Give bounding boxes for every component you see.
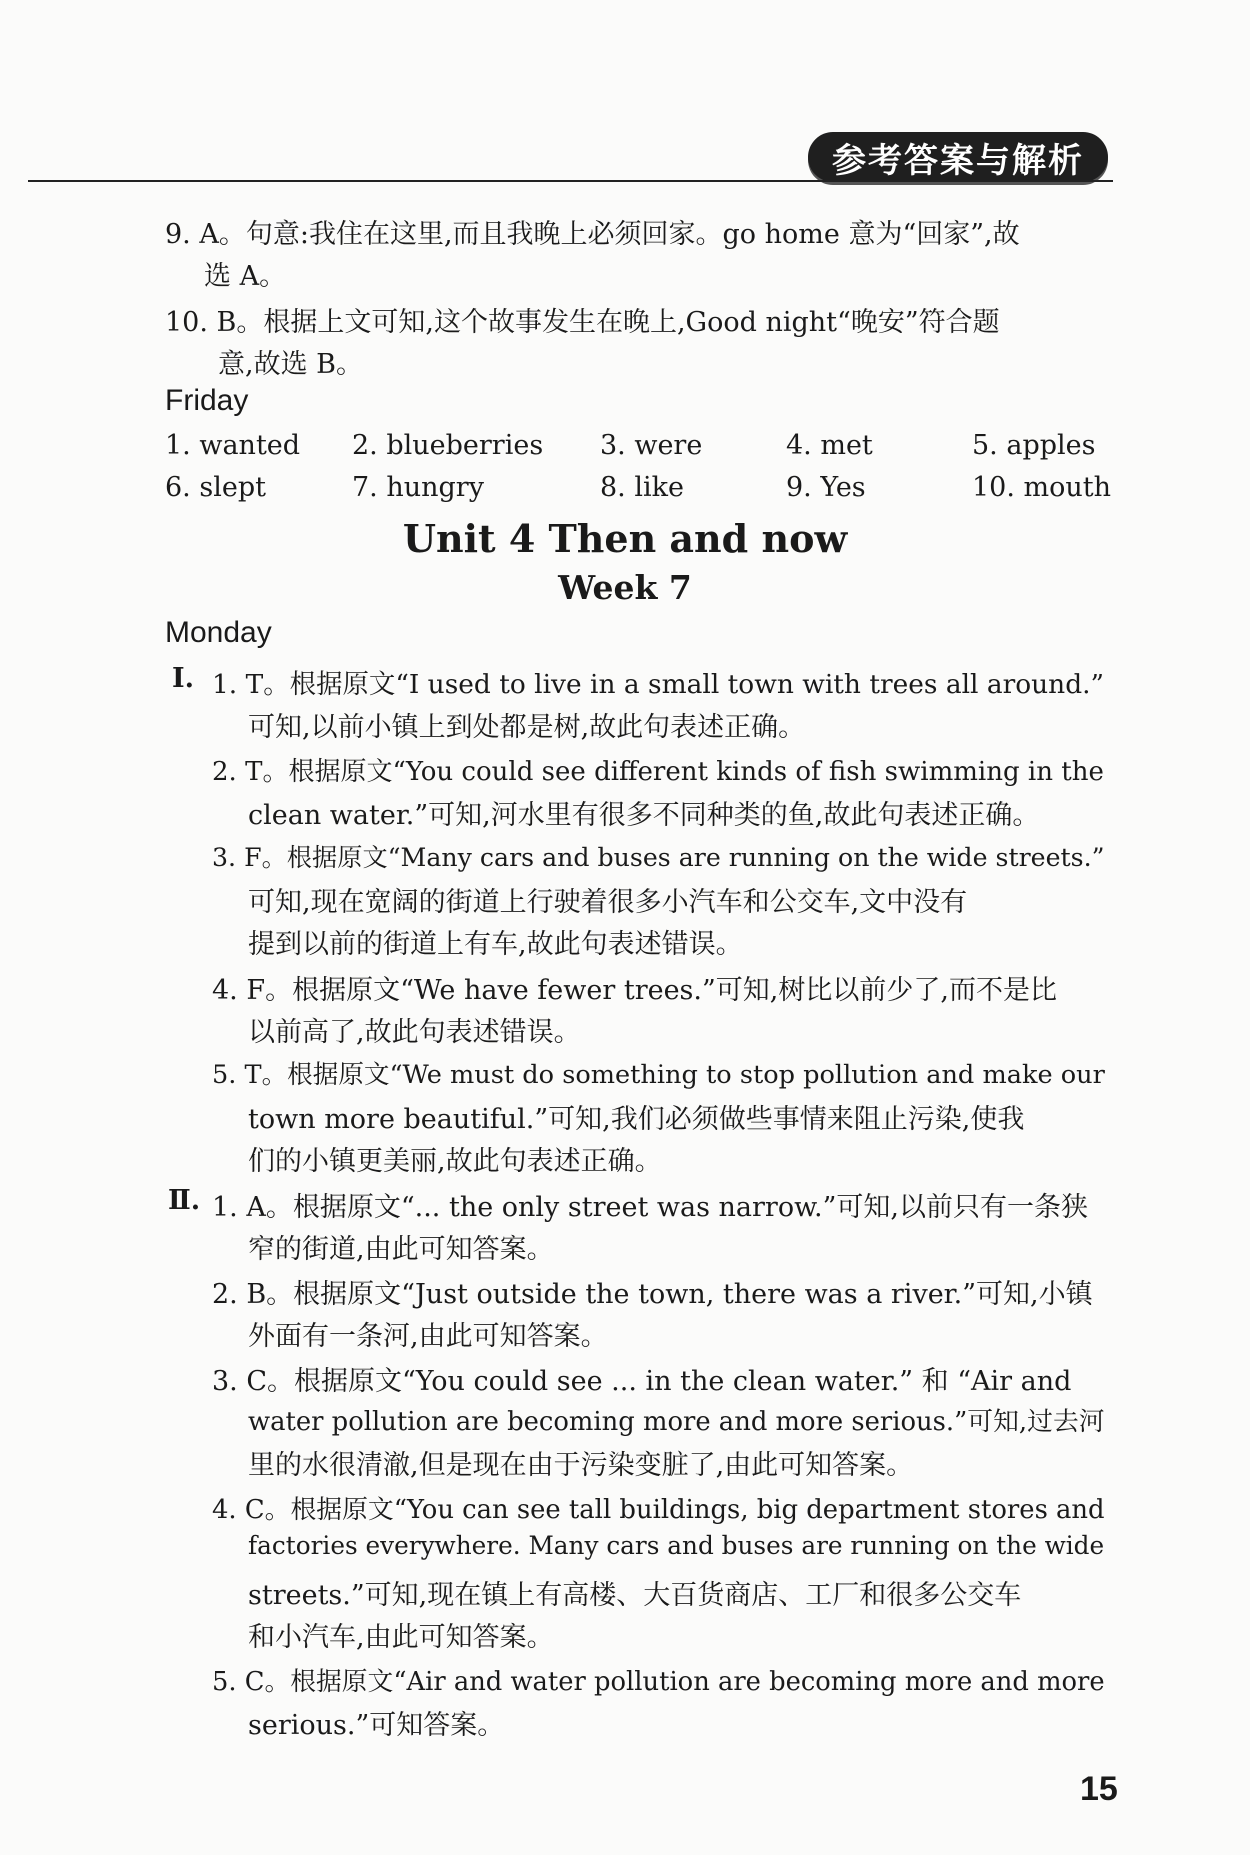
s2-q3-line1: 3. C。根据原文“You could see ... in the clean water.” 和 “Air and bbox=[212, 1366, 1072, 1397]
week-title: Week 7 bbox=[558, 568, 692, 607]
s1-q3-line3: 提到以前的街道上有车,故此句表述错误。 bbox=[248, 929, 743, 960]
page-number: 15 bbox=[1080, 1770, 1118, 1808]
s1-q3-line2: 可知,现在宽阔的街道上行驶着很多小汽车和公交车,文中没有 bbox=[248, 887, 968, 918]
friday-heading: Friday bbox=[165, 384, 249, 417]
s2-q4-line1: 4. C。根据原文“You can see tall buildings, big department stores and bbox=[212, 1495, 1105, 1525]
s2-q2-line2: 外面有一条河,由此可知答案。 bbox=[248, 1321, 608, 1352]
friday-answer: 1. wanted bbox=[165, 430, 301, 461]
friday-answer: 2. blueberries bbox=[352, 430, 544, 461]
header-badge: 参考答案与解析 bbox=[808, 132, 1108, 182]
friday-answer: 6. slept bbox=[165, 472, 266, 503]
s2-q1-line2: 窄的街道,由此可知答案。 bbox=[248, 1234, 554, 1265]
s1-q5-line2: town more beautiful.”可知,我们必须做些事情来阻止污染,使我 bbox=[248, 1104, 1025, 1135]
s1-q5-line3: 们的小镇更美丽,故此句表述正确。 bbox=[248, 1146, 662, 1177]
s1-q1-line2: 可知,以前小镇上到处都是树,故此句表述正确。 bbox=[248, 712, 806, 743]
section-1-label: Ⅰ. bbox=[172, 663, 195, 694]
friday-answer: 9. Yes bbox=[786, 472, 866, 503]
friday-answer: 5. apples bbox=[972, 430, 1096, 461]
friday-answer: 10. mouth bbox=[972, 472, 1112, 503]
item-9-line2: 选 A。 bbox=[204, 261, 287, 292]
s1-q4-line2: 以前高了,故此句表述错误。 bbox=[248, 1017, 581, 1048]
s1-q4-line1: 4. F。根据原文“We have fewer trees.”可知,树比以前少了,而不是比 bbox=[212, 975, 1057, 1006]
s2-q4-line2: factories everywhere. Many cars and buses are running on the wide bbox=[248, 1531, 1105, 1560]
s2-q3-line3: 里的水很清澈,但是现在由于污染变脏了,由此可知答案。 bbox=[248, 1450, 914, 1481]
s1-q1-line1: 1. T。根据原文“I used to live in a small town with trees all around.” bbox=[212, 669, 1105, 700]
section-2-label: Ⅱ. bbox=[168, 1185, 201, 1216]
s2-q4-line3: streets.”可知,现在镇上有高楼、大百货商店、工厂和很多公交车 bbox=[248, 1580, 1022, 1611]
friday-answer: 8. like bbox=[600, 472, 684, 503]
item-9-line1: 9. A。句意:我住在这里,而且我晚上必须回家。go home 意为“回家”,故 bbox=[165, 219, 1020, 250]
s2-q1-line1: 1. A。根据原文“... the only street was narrow.”可知,以前只有一条狭 bbox=[212, 1192, 1088, 1223]
item-10-line2: 意,故选 B。 bbox=[218, 349, 364, 380]
monday-heading: Monday bbox=[165, 616, 272, 649]
s2-q4-line4: 和小汽车,由此可知答案。 bbox=[248, 1622, 554, 1653]
s1-q3-line1: 3. F。根据原文“Many cars and buses are running on the wide streets.” bbox=[212, 843, 1105, 872]
item-10-line1: 10. B。根据上文可知,这个故事发生在晚上,Good night“晚安”符合题 bbox=[165, 307, 1000, 338]
s2-q5-line2: serious.”可知答案。 bbox=[248, 1710, 505, 1741]
unit-title: Unit 4 Then and now bbox=[402, 516, 848, 561]
friday-answer: 3. were bbox=[600, 430, 703, 461]
s1-q2-line2: clean water.”可知,河水里有很多不同种类的鱼,故此句表述正确。 bbox=[248, 800, 1040, 831]
friday-answer: 4. met bbox=[786, 430, 873, 461]
s2-q2-line1: 2. B。根据原文“Just outside the town, there was a river.”可知,小镇 bbox=[212, 1279, 1093, 1310]
s2-q3-line2: water pollution are becoming more and more serious.”可知,过去河 bbox=[248, 1407, 1105, 1437]
s1-q2-line1: 2. T。根据原文“You could see different kinds of fish swimming in the bbox=[212, 757, 1104, 787]
s2-q5-line1: 5. C。根据原文“Air and water pollution are becoming more and more bbox=[212, 1667, 1105, 1697]
header-rule bbox=[28, 180, 1113, 182]
s1-q5-line1: 5. T。根据原文“We must do something to stop pollution and make our bbox=[212, 1060, 1105, 1090]
friday-answer: 7. hungry bbox=[352, 472, 484, 503]
